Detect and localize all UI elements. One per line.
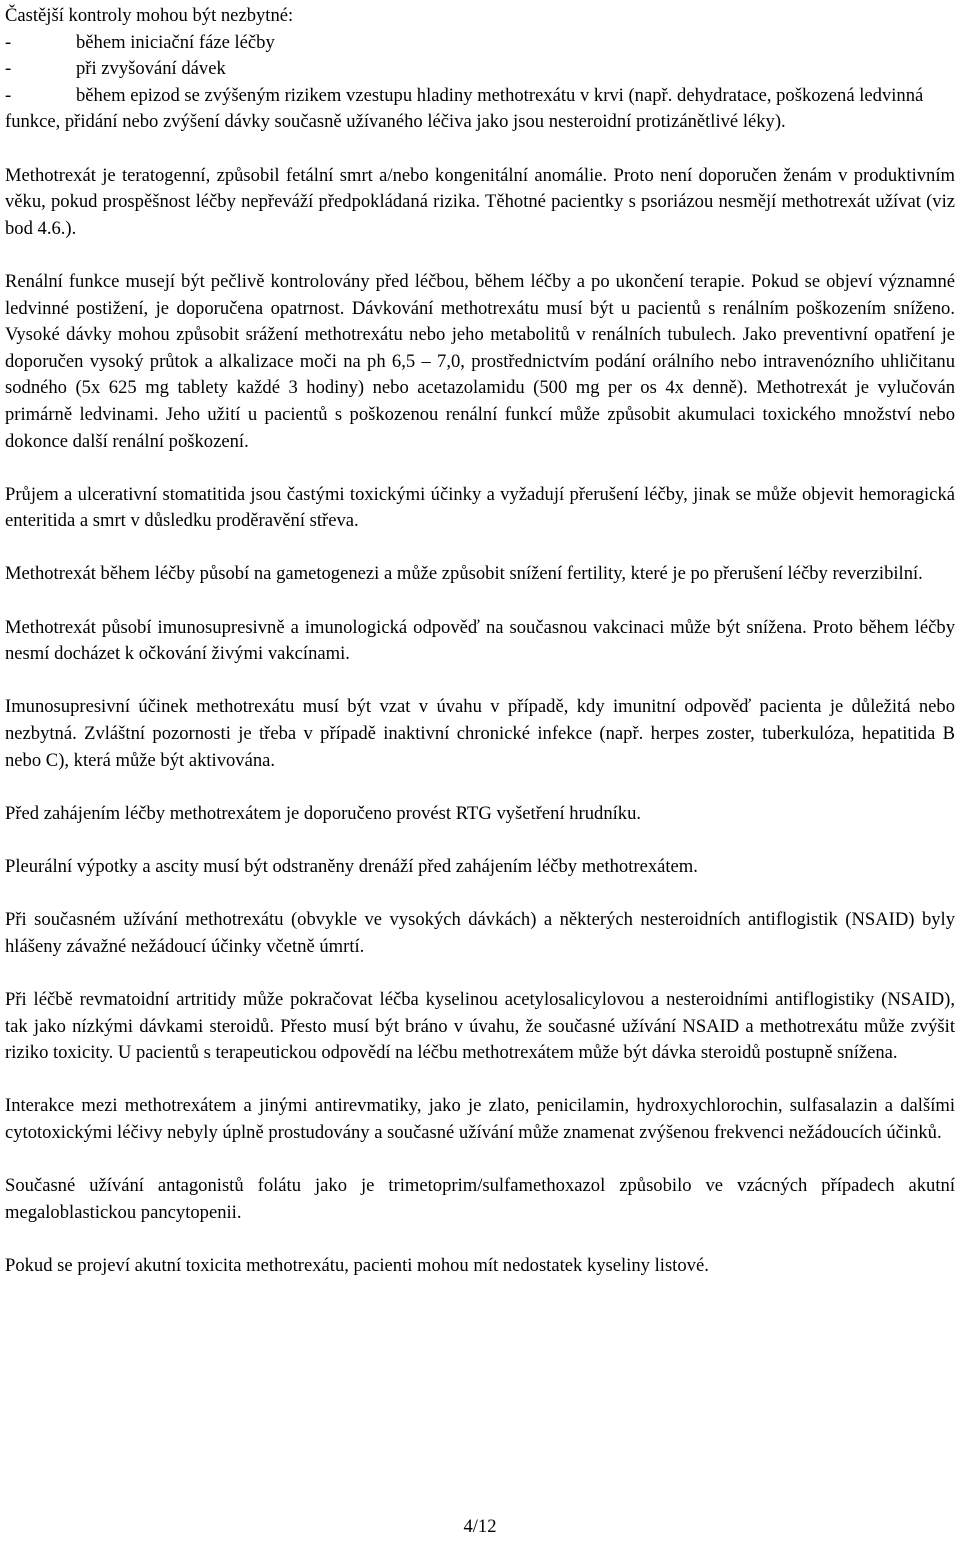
list-item xyxy=(5,83,955,136)
list-item-text: při zvyšování dávek xyxy=(76,58,226,80)
intro-heading: Častější kontroly mohou být nezbytné: xyxy=(5,5,294,26)
paragraph-pleural-effusion: Pleurální výpotky a ascity musí být odstraněny drenáží před zahájením léčby methotrexátem. xyxy=(5,856,698,877)
list-item-text: během iniciační fáze léčby xyxy=(76,31,275,53)
list-dash: - xyxy=(5,58,12,80)
list-item xyxy=(5,30,955,57)
paragraph-diarrhea-stomatitis: Průjem a ulcerativní stomatitida jsou častými toxickými účinky a vyžadují přerušení léčby, jinak se může objevit hemoragická enteritida a smrt v důsledku proděravění střeva. xyxy=(5,483,955,532)
paragraph-nsaid-high-dose: Při současném užívání methotrexátu (obvykle ve vysokých dávkách) a některých nesteroidních antiflogistik (NSAID) byly hlášeny závažné nežádoucí účinky včetně úmrtí. xyxy=(5,909,955,957)
paragraph-teratogenicity: Methotrexát je teratogenní, způsobil fetální smrt a/nebo kongenitální anomálie. Proto není doporučen ženám v produktivním věku, pokud prospěšnost léčby nepřeváží předpokládaná rizika. Těhotné pacientky s psoriázou nesmějí methotrexát užívat (viz bod 4.6.). xyxy=(5,164,955,239)
paragraph-folate-antagonists: Současné užívání antagonistů folátu jako je trimetoprim/sulfamethoxazol způsobilo ve vzácných případech akutní megaloblastickou pancytopenii. xyxy=(5,1175,955,1223)
document-page xyxy=(5,3,955,1280)
paragraph-acute-toxicity: Pokud se projeví akutní toxicita methotrexátu, pacienti mohou mít nedostatek kyseliny listové. xyxy=(5,1254,709,1276)
list-dash: - xyxy=(5,31,12,53)
paragraph-vaccination: Methotrexát působí imunosupresivně a imunologická odpověď na současnou vakcinaci může být snížena. Proto během léčby nesmí docházet k očkování živými vakcínami. xyxy=(5,616,955,665)
paragraph-immunosuppression: Imunosupresivní účinek methotrexátu musí být vzat v úvahu v případě, kdy imunitní odpověď pacienta je důležitá nebo nezbytná. Zvláštní pozornosti je třeba v případě inaktivní chronické infekce (např. herpes zoster, tuberkulóza, hepatitida B nebo C), která může být aktivována. xyxy=(5,696,955,771)
list-dash: - xyxy=(5,84,12,106)
paragraph-rheumatoid-arthritis: Při léčbě revmatoidní artritidy může pokračovat léčba kyselinou acetylosalicylovou a nesteroidními antiflogistiky (NSAID), tak jako nízkými dávkami steroidů. Přesto musí být bráno v úvahu, že současné užívání NSAID a methotrexátu může zvýšit riziko toxicity. U pacientů s terapeutickou odpovědí na léčbu methotrexátem může být dávka steroidů postupně snížena. xyxy=(5,988,955,1064)
paragraph-chest-xray: Před zahájením léčby methotrexátem je doporučeno provést RTG vyšetření hrudníku. xyxy=(5,802,642,824)
paragraph-renal-function: Renální funkce musejí být pečlivě kontrolovány před léčbou, během léčby a po ukončení terapie. Pokud se objeví významné ledvinné postižení, je doporučena opatrnost. Dávkování methotrexátu musí být u pacientů s renálním poškozením sníženo. Vysoké dávky mohou způsobit srážení methotrexátu nebo jeho metabolitů v renálních tubulech. Jako preventivní opatření je doporučen vysoký průtok a alkalizace moči na ph 6,5 – 7,0, prostřednictvím podání orálního nebo intravenózního uhličitanu sodného (5x 625 mg tablety každé 3 hodiny) nebo acetazolamidu (500 mg per os 4x denně). Methotrexát je vylučován primárně ledvinami. Jeho užití u pacientů s poškozenou renální funkcí může způsobit akumulaci toxického množství nebo dokonce další renální poškození. xyxy=(5,270,955,452)
paragraph-antirheumatic-interactions: Interakce mezi methotrexátem a jinými antirevmatiky, jako je zlato, penicilamin, hydroxychlorochin, sulfasalazin a dalšími cytotoxickými léčivy nebyly úplně prostudovány a současné užívání může znamenat zvýšenou frekvenci nežádoucích účinků. xyxy=(5,1095,955,1143)
list-item-text: během epizod se zvýšeným rizikem vzestupu hladiny methotrexátu v krvi (např. dehydratace, poškozená ledvinná funkce, přidání nebo zvýšení dávky současně užívaného léčiva jako jsou nesteroidní protizánětlivé léky). xyxy=(5,84,924,133)
page-number: 4/12 xyxy=(463,1516,497,1537)
paragraph-fertility: Methotrexát během léčby působí na gametogenezi a může způsobit snížení fertility, které je po přerušení léčby reverzibilní. xyxy=(5,563,923,585)
list-item xyxy=(5,56,955,83)
